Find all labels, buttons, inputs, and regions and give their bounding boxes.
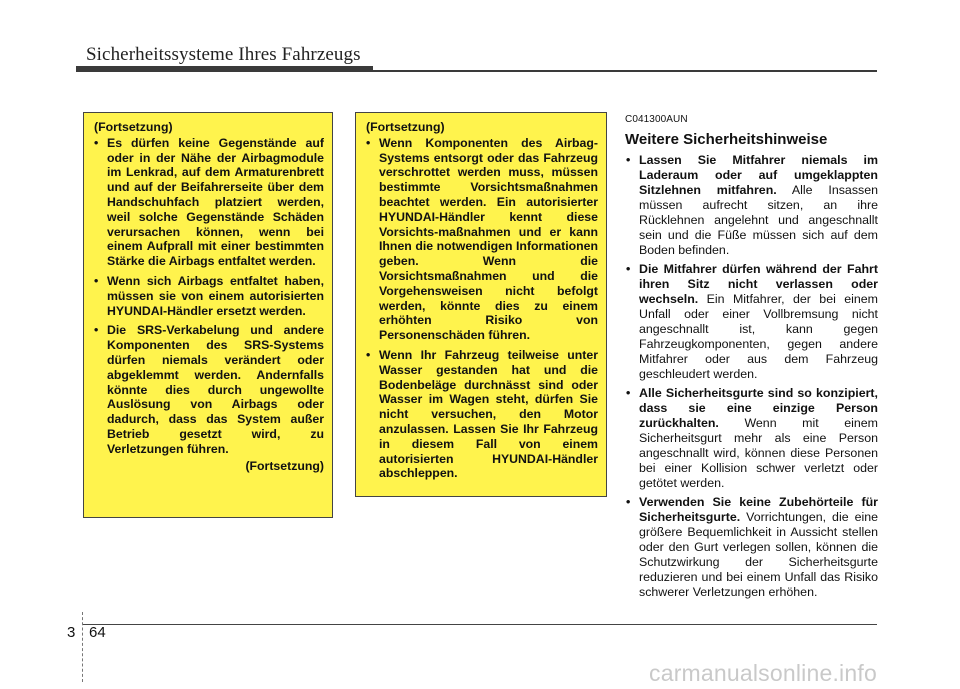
list-item bbox=[625, 495, 878, 600]
section-code: C041300AUN bbox=[625, 114, 688, 125]
list-item-bold: Verwenden Sie keine Zubehörteile für Sicherheitsgurte. bbox=[639, 495, 878, 524]
list-item bbox=[625, 386, 878, 491]
header-rule bbox=[373, 70, 877, 72]
continued-label-bottom: (Fortsetzung) bbox=[245, 458, 324, 473]
footer-rule bbox=[82, 624, 877, 625]
footer-divider bbox=[82, 612, 83, 682]
watermark: carmanualsonline.info bbox=[649, 660, 877, 686]
chapter-number: 3 bbox=[67, 624, 76, 641]
list-item-text: Wenn mit einem Sicherheitsgurt mehr als eine Person angeschnallt wird, können diese Personen bei einer Kollision schwer verletzt oder getötet werden. bbox=[639, 416, 878, 490]
safety-notes-section bbox=[625, 112, 878, 604]
list-item-text: Ein Mitfahrer, der bei einem Unfall oder einer Vollbremsung nicht angeschnallt ist, kann gegen Fahrzeugkomponenten, gegen andere Mitfahrer oder aus dem Fahrzeug geschleudert werden. bbox=[639, 292, 878, 381]
continued-label: (Fortsetzung) bbox=[366, 120, 445, 134]
warning-item: • Die SRS-Verkabelung und andere Komponenten des SRS-Systems dürfen niemals verändert oder abgeklemmt werden. Andernfalls könnte dies durch ungewollte Auslösung von Airbags oder dadurch, dass das System außer Betrieb gesetzt wird, zu Verletzungen führen. bbox=[92, 323, 324, 456]
continued-label: (Fortsetzung) bbox=[94, 120, 173, 134]
warning-list bbox=[364, 136, 598, 481]
list-item-text: Vorrichtungen, die eine größere Bequemlichkeit in Aussicht stellen oder den Gurt verlegen sollen, können die Schutzwirkung der Sicherheitsgurte reduzieren und bei einem Unfall das Risiko schwerer Verletzungen erhöhen. bbox=[639, 510, 878, 599]
list-item-bold: Die Mitfahrer dürfen während der Fahrt ihren Sitz nicht verlassen oder wechseln. bbox=[639, 262, 878, 306]
list-item bbox=[625, 153, 878, 258]
warning-list bbox=[92, 136, 324, 457]
warning-box-1 bbox=[83, 112, 333, 518]
list-item-bold: Alle Sicherheitsgurte sind so konzipiert, dass sie eine einzige Person zurückhalten. bbox=[639, 386, 878, 430]
page-header-title: Sicherheitssysteme Ihres Fahrzeugs bbox=[86, 44, 361, 65]
list-item-bold: Lassen Sie Mitfahrer niemals im Laderaum oder auf umgeklappten Sitzlehnen mitfahren. bbox=[639, 153, 878, 197]
warning-item: • Wenn Komponenten des Airbag-Systems entsorgt oder das Fahrzeug verschrottet werden muss, müssen bestimmte Vorsichtsmaßnahmen beachtet werden. Ein autorisierter HYUNDAI-Händler kennt diese Vorsichts-maßnahmen und er kann Ihnen die notwendigen Informationen geben. Wenn die Vorsichtsmaßnahmen und die Vorgehensweisen nicht befolgt werden, könnte dies zu einem erhöhten Risiko von Personenschäden führen. bbox=[364, 136, 598, 343]
list-item-text: Alle Insassen müssen aufrecht sitzen, an ihre Rücklehnen angelehnt und angeschnallt sein und die Füße müssen sich auf dem Boden befinden. bbox=[639, 183, 878, 257]
safety-notes-list bbox=[625, 153, 878, 600]
warning-box-2 bbox=[355, 112, 607, 497]
section-heading: Weitere Sicherheitshinweise bbox=[625, 131, 828, 148]
page-number: 64 bbox=[89, 624, 106, 641]
warning-item: • Wenn sich Airbags entfaltet haben, müssen sie von einem autorisierten HYUNDAI-Händler ersetzt werden. bbox=[92, 274, 324, 318]
warning-item: • Wenn Ihr Fahrzeug teilweise unter Wasser gestanden hat und die Bodenbeläge durchnässt sind oder Wasser im Wagen steht, dürfen Sie nicht versuchen, den Motor anzulassen. Lassen Sie Ihr Fahrzeug in diesem Fall von einem autorisierten HYUNDAI-Händler abschleppen. bbox=[364, 348, 598, 481]
header-bar bbox=[76, 66, 373, 72]
list-item bbox=[625, 262, 878, 382]
warning-item: • Es dürfen keine Gegenstände auf oder in der Nähe der Airbagmodule im Lenkrad, auf dem Armaturenbrett und auf der Beifahrerseite über dem Handschuhfach platziert werden, weil solche Gegenstände Schäden verursachen können, wenn bei einem Aufprall mit einer bestimmten Stärke die Airbags entfaltet werden. bbox=[92, 136, 324, 269]
